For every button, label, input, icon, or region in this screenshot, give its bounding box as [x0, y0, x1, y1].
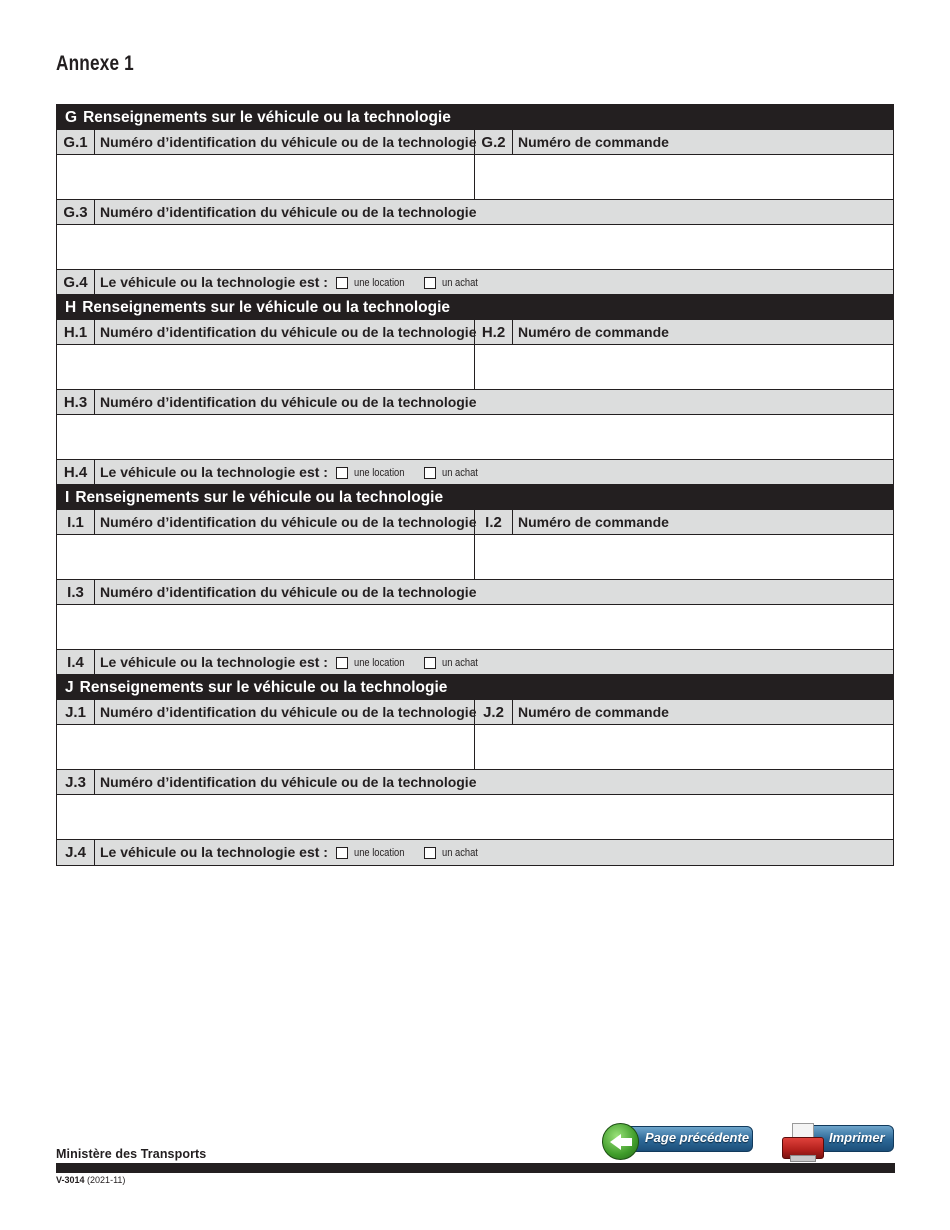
field-label-row	[57, 580, 893, 605]
arrow-tail	[620, 1138, 632, 1146]
status-row	[57, 650, 893, 675]
status-label: Le véhicule ou la technologie est :	[100, 844, 328, 860]
field-input-row	[57, 345, 893, 390]
vin-label: Numéro d’identification du véhicule ou de la technologie	[95, 130, 475, 154]
vin-label: Numéro d’identification du véhicule ou de la technologie	[95, 510, 475, 534]
purchase-checkbox[interactable]	[424, 657, 436, 669]
form-code	[56, 1175, 125, 1185]
purchase-option-label: un achat	[441, 656, 478, 669]
field-input-row	[57, 535, 893, 580]
location-option-label: une location	[353, 656, 405, 669]
vin-cell	[57, 535, 475, 579]
location-checkbox[interactable]	[336, 657, 348, 669]
back-arrow-icon	[602, 1123, 639, 1160]
form-code-number: V-3014	[56, 1175, 85, 1185]
status-options	[95, 650, 504, 675]
field-input-row	[57, 605, 893, 650]
vin-label: Numéro d’identification du véhicule ou de la technologie	[95, 700, 475, 724]
order-number-input[interactable]	[475, 345, 893, 389]
location-option-label: une location	[353, 466, 405, 479]
field-number: G.4	[57, 270, 95, 294]
purchase-option-label: un achat	[441, 276, 478, 289]
section-header	[57, 485, 893, 510]
section-header	[57, 295, 893, 320]
location-checkbox[interactable]	[336, 277, 348, 289]
status-label: Le véhicule ou la technologie est :	[100, 464, 328, 480]
vin-input-2[interactable]	[57, 415, 893, 459]
field-label-row	[57, 130, 893, 155]
field-number: J.1	[57, 700, 95, 724]
section-heading: Renseignements sur le véhicule ou la technologie	[75, 489, 444, 506]
order-number-cell	[475, 535, 893, 579]
location-checkbox[interactable]	[336, 847, 348, 859]
ministry-name: Ministère des Transports	[56, 1147, 207, 1161]
order-number-cell	[475, 725, 893, 769]
purchase-checkbox[interactable]	[424, 277, 436, 289]
status-options	[95, 840, 504, 865]
purchase-checkbox[interactable]	[424, 847, 436, 859]
field-number: G.2	[475, 130, 513, 154]
vehicle-info-form	[56, 104, 894, 866]
section-heading: Renseignements sur le véhicule ou la technologie	[83, 109, 451, 126]
section-letter: H	[65, 299, 77, 316]
vehicle-section	[57, 105, 893, 295]
order-number-label: Numéro de commande	[518, 324, 669, 340]
status-row	[57, 460, 893, 485]
printer-tray-icon	[790, 1155, 816, 1162]
order-number-cell	[475, 345, 893, 389]
field-number: H.4	[57, 460, 95, 484]
field-number: G.3	[57, 200, 95, 224]
vehicle-section	[57, 675, 893, 865]
field-number: J.4	[57, 840, 95, 865]
vehicle-section	[57, 485, 893, 675]
order-number-cell	[475, 155, 893, 199]
vin-label-2: Numéro d’identification du véhicule ou de la technologie	[100, 584, 477, 600]
vehicle-section	[57, 295, 893, 485]
order-number-input[interactable]	[475, 725, 893, 769]
field-label-row	[57, 200, 893, 225]
page-title: Annexe 1	[56, 52, 134, 75]
purchase-option-label: un achat	[441, 466, 478, 479]
field-number: H.3	[57, 390, 95, 414]
field-number: I.2	[475, 510, 513, 534]
field-number: J.2	[475, 700, 513, 724]
order-number-label: Numéro de commande	[518, 704, 669, 720]
vin-cell	[57, 345, 475, 389]
vin-input-2[interactable]	[57, 795, 893, 839]
status-label: Le véhicule ou la technologie est :	[100, 274, 328, 290]
field-input-row	[57, 795, 893, 840]
footer-bar	[56, 1163, 895, 1173]
vin-label-2: Numéro d’identification du véhicule ou de la technologie	[100, 774, 477, 790]
vin-label: Numéro d’identification du véhicule ou de la technologie	[95, 320, 475, 344]
section-heading: Renseignements sur le véhicule ou la technologie	[79, 679, 448, 696]
location-option-label: une location	[353, 846, 405, 859]
location-option-label: une location	[353, 276, 405, 289]
order-number-label: Numéro de commande	[518, 514, 669, 530]
field-number: I.1	[57, 510, 95, 534]
status-row	[57, 270, 893, 295]
vin-cell	[57, 725, 475, 769]
section-letter: G	[65, 109, 78, 126]
form-code-date: (2021-11)	[87, 1175, 126, 1185]
section-letter: I	[65, 489, 70, 506]
field-label-row	[57, 770, 893, 795]
field-number: I.3	[57, 580, 95, 604]
vin-input[interactable]	[57, 535, 474, 579]
field-input-row	[57, 725, 893, 770]
vin-input[interactable]	[57, 345, 474, 389]
field-input-row	[57, 415, 893, 460]
status-options	[95, 460, 504, 485]
status-label: Le véhicule ou la technologie est :	[100, 654, 328, 670]
field-label-row	[57, 320, 893, 345]
vin-input[interactable]	[57, 725, 474, 769]
field-label-row	[57, 510, 893, 535]
order-number-input[interactable]	[475, 155, 893, 199]
status-row	[57, 840, 893, 865]
field-label-row	[57, 700, 893, 725]
print-button[interactable]	[781, 1121, 894, 1163]
field-input-row	[57, 155, 893, 200]
field-number: H.2	[475, 320, 513, 344]
print-label: Imprimer	[829, 1130, 885, 1145]
field-number: J.3	[57, 770, 95, 794]
field-input-row	[57, 225, 893, 270]
field-number: I.4	[57, 650, 95, 674]
vin-input-2[interactable]	[57, 225, 893, 269]
section-heading: Renseignements sur le véhicule ou la technologie	[82, 299, 450, 316]
section-letter: J	[65, 679, 74, 696]
vin-cell	[57, 155, 475, 199]
field-number: H.1	[57, 320, 95, 344]
previous-page-button[interactable]	[602, 1123, 753, 1154]
order-number-label: Numéro de commande	[518, 134, 669, 150]
vin-label-2: Numéro d’identification du véhicule ou de la technologie	[100, 394, 477, 410]
section-header	[57, 105, 893, 130]
section-header	[57, 675, 893, 700]
location-checkbox[interactable]	[336, 467, 348, 479]
field-label-row	[57, 390, 893, 415]
purchase-option-label: un achat	[441, 846, 478, 859]
order-number-input[interactable]	[475, 535, 893, 579]
vin-input-2[interactable]	[57, 605, 893, 649]
vin-input[interactable]	[57, 155, 474, 199]
vin-label-2: Numéro d’identification du véhicule ou de la technologie	[100, 204, 477, 220]
purchase-checkbox[interactable]	[424, 467, 436, 479]
status-options	[95, 270, 504, 295]
field-number: G.1	[57, 130, 95, 154]
previous-page-label: Page précédente	[645, 1130, 750, 1145]
